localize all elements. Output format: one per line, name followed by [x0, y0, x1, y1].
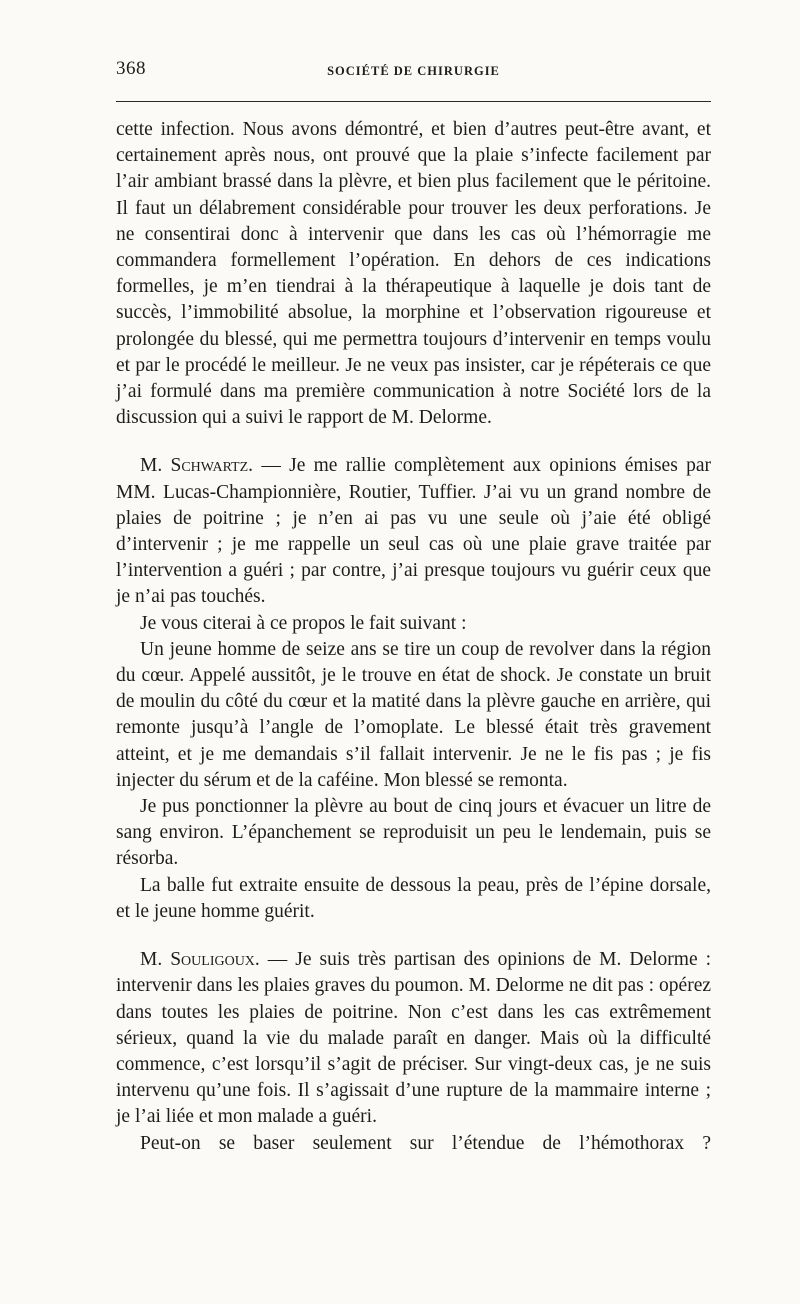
paragraph-text: — Je me rallie complètement aux opinions émises par MM. Lucas-Championnière, Routier, Tuffier. J’ai vu un grand nombre de plaies de poitrine ; je n’en ai pas vu une seule où j’aie été obligé d’intervenir ; je me rappelle un seul cas où une plaie grave traitée par l’intervention a guéri ; par contre, j’ai presque toujours vu guérir ceux que je n’ai pas touchés. — [116, 455, 711, 608]
paragraph-text: — Je suis très partisan des opinions de M. Delorme : intervenir dans les plaies graves du poumon. M. Delorme ne dit pas : opérez dans toutes les plaies de poitrine. Non c’est dans les cas extrêmement sérieux, quand la vie du malade paraît en danger. Mais où la difficulté commence, c’est lorsqu’il s’agit de préciser. Sur vingt-deux cas, je ne suis intervenu qu’une fois. Il s’agissait d’une rupture de la mammaire interne ; je l’ai liée et mon malade a guéri. — [116, 949, 711, 1128]
paragraph-schwartz — [116, 453, 711, 610]
page-number: 368 — [116, 58, 146, 79]
paragraph: Je pus ponctionner la plèvre au bout de cinq jours et évacuer un litre de sang environ. L’épanchement se reproduisit un peu le lendemain, puis se résorba. — [116, 796, 711, 870]
paragraph: Je vous citerai à ce propos le fait suivant : — [140, 612, 467, 634]
running-title: SOCIÉTÉ DE CHIRURGIE — [327, 64, 500, 78]
paragraph: La balle fut extraite ensuite de dessous la peau, près de l’épine dorsale, et le jeune homme guérit. — [116, 874, 711, 922]
paragraph: Un jeune homme de seize ans se tire un coup de revolver dans la région du cœur. Appelé aussitôt, je le trouve en état de shock. Je constate un bruit de moulin du côté du cœur et la matité dans la plèvre gauche en arrière, qui remonte jusqu’à l’angle de l’omoplate. Le blessé était très gravement atteint, et je me demandais s’il fallait intervenir. Je ne le fis pas ; je fis injecter du sérum et de la caféine. Mon blessé se remonta. — [116, 638, 711, 791]
speaker-name: M. Schwartz. — [140, 455, 254, 477]
paragraph-souligoux — [116, 947, 711, 1130]
paragraph-continuation: cette infection. Nous avons démontré, et bien d’autres peut-être avant, et certainement après nous, ont prouvé que la plaie s’infecte facilement par l’air ambiant brassé dans la plèvre, et bien plus facilement que le péritoine. Il faut un délabrement considérable pour trouver les deux perforations. Je ne consentirai donc à intervenir que dans les cas où l’hémorragie me commandera formellement l’opération. En dehors de ces indications formelles, je m’en tiendrai à la thérapeutique à laquelle je dois tant de succès, l’immobilité absolue, la morphine et l’observation rigoureuse et prolongée du blessé, qui me permettra toujours d’intervenir en temps voulu et par le procédé le meilleur. Je ne veux pas insister, car je répéterais ce que j’ai formulé dans ma première communication à notre Société lors de la discussion qui a suivi le rapport de M. Delorme. — [116, 119, 711, 429]
page-header — [116, 58, 711, 88]
paragraph: Peut-on se baser seulement sur l’étendue de l’hémothorax ? — [140, 1132, 711, 1154]
header-rule — [116, 101, 711, 102]
speaker-name: M. Souligoux. — [140, 949, 260, 971]
body-text — [116, 117, 711, 1157]
